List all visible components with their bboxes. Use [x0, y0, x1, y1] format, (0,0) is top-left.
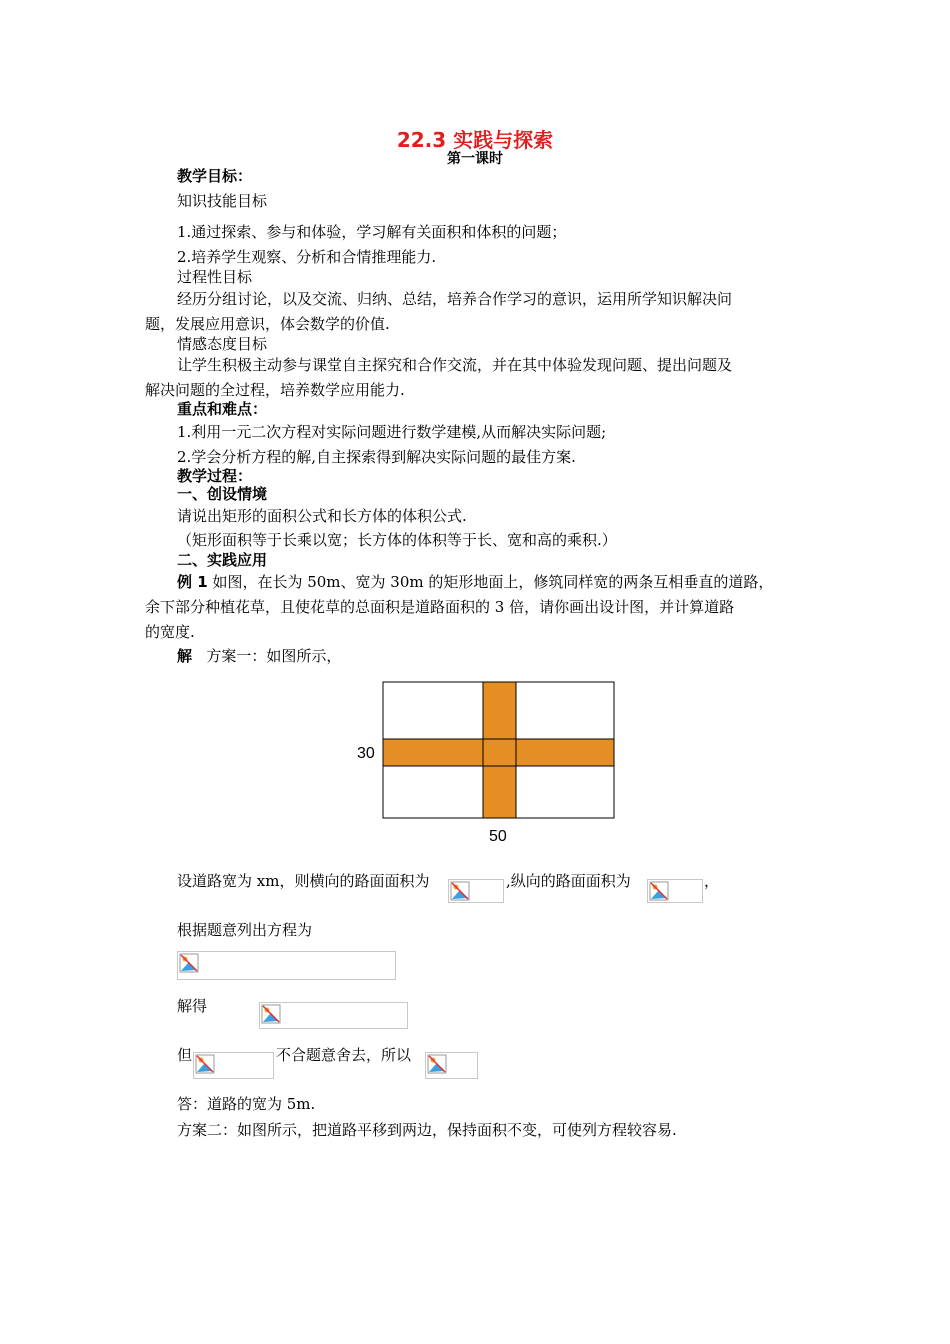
page-title: 22.3 实践与探索	[396, 128, 554, 152]
accepted-root-image	[425, 1052, 478, 1079]
horizontal-area-image	[448, 879, 504, 903]
example-line-1	[177, 572, 773, 592]
solution-image	[259, 1002, 408, 1029]
knowledge-heading: 知识技能目标	[177, 192, 268, 210]
section2-heading: 二、实践应用	[177, 551, 268, 569]
road-layout-diagram	[355, 678, 625, 850]
trailing-comma: ，	[704, 872, 720, 890]
objectives-heading: 教学目标：	[177, 167, 253, 185]
solve-label: 解得	[177, 997, 208, 1015]
page-subtitle: 第一课时	[447, 151, 503, 167]
example-text-1: 如图，在长为 50m、宽为 30m 的矩形地面上，修筑同样宽的两条互相垂直的道路，	[212, 573, 774, 591]
let-road-text: 设道路宽为 xm，则横向的路面面积为	[177, 872, 430, 890]
broken-image-icon	[195, 1054, 215, 1074]
broken-image-icon	[427, 1054, 447, 1074]
equation-label: 根据题意列出方程为	[177, 921, 313, 939]
key-point-2: 2.学会分析方程的解,自主探索得到解决实际问题的最佳方案.	[177, 448, 576, 466]
but-label: 但	[177, 1046, 193, 1064]
broken-image-icon	[179, 953, 199, 973]
broken-image-icon	[649, 881, 669, 901]
plan-two-text: 方案二：如图所示，把道路平移到两边，保持面积不变，可使列方程较容易.	[177, 1121, 677, 1139]
broken-image-icon	[261, 1004, 281, 1024]
section1-line-2: （矩形面积等于长乘以宽；长方体的体积等于长、宽和高的乘积.）	[177, 531, 617, 549]
reject-text: 不合题意舍去，所以	[276, 1046, 412, 1064]
process-text-1: 经历分组讨论，以及交流、归纳、总结，培养合作学习的意识，运用所学知识解决问	[177, 290, 733, 308]
example-text-2: 余下部分种植花草，且使花草的总面积是道路面积的 3 倍，请你画出设计图，并计算道路	[145, 598, 735, 616]
knowledge-item-2: 2.培养学生观察、分析和合情推理能力.	[177, 248, 437, 266]
solution-label: 解	[177, 647, 193, 665]
attitude-text-2: 解决问题的全过程，培养数学应用能力.	[145, 381, 405, 399]
height-label: 30	[357, 745, 375, 762]
vertical-area-image	[647, 879, 703, 903]
process-heading: 过程性目标	[177, 268, 253, 286]
process-text-2: 题，发展应用意识，体会数学的价值.	[145, 315, 390, 333]
example-text-3: 的宽度.	[145, 623, 195, 641]
vertical-area-text: ,纵向的路面面积为	[506, 872, 631, 890]
answer-text: 答：道路的宽为 5m.	[177, 1095, 316, 1113]
section1-heading: 一、创设情境	[177, 485, 268, 503]
example-label: 例 1	[177, 573, 208, 591]
solution-text: 方案一：如图所示，	[206, 647, 342, 665]
attitude-heading: 情感态度目标	[177, 335, 268, 353]
process-main-heading: 教学过程：	[177, 467, 253, 485]
key-point-1: 1.利用一元二次方程对实际问题进行数学建模,从而解决实际问题;	[177, 423, 607, 441]
broken-image-icon	[450, 881, 470, 901]
attitude-text-1: 让学生积极主动参与课堂自主探究和合作交流，并在其中体验发现问题、提出问题及	[177, 356, 733, 374]
solution-line	[177, 646, 341, 666]
knowledge-item-1: 1.通过探索、参与和体验，学习解有关面积和体积的问题；	[177, 223, 567, 241]
horizontal-road	[383, 739, 614, 766]
section1-line-1: 请说出矩形的面积公式和长方体的体积公式.	[177, 507, 467, 525]
width-label: 50	[489, 828, 507, 845]
equation-image	[177, 951, 396, 980]
key-points-heading: 重点和难点：	[177, 400, 268, 418]
rejected-root-image	[193, 1052, 274, 1079]
